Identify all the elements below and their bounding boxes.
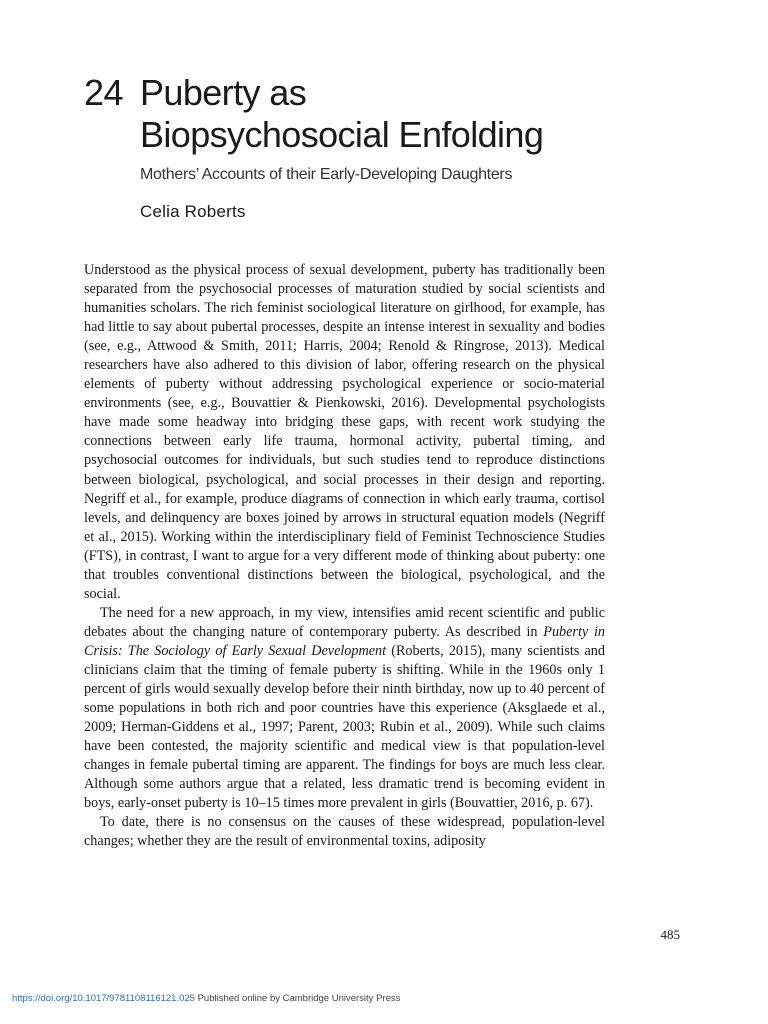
chapter-subtitle: Mothers’ Accounts of their Early-Developing Daughters: [140, 166, 513, 183]
page-number: 485: [660, 927, 680, 942]
chapter-title: Puberty as Biopsychosocial Enfolding: [140, 72, 544, 155]
publisher-note: Published online by Cambridge University Press: [194, 993, 401, 1004]
chapter-body: [84, 261, 605, 851]
paragraph-2: [84, 604, 605, 814]
chapter-title-row: [84, 72, 644, 156]
footer-citation: [12, 993, 400, 1004]
chapter-author: Celia Roberts: [140, 202, 246, 221]
chapter-number: 24: [84, 72, 124, 113]
doi-link[interactable]: https://doi.org/10.1017/9781108116121.025: [12, 993, 195, 1004]
paragraph-2-text-start: The need for a new approach, in my view, intensifies amid recent scientific and public debates about the changing nature of contemporary puberty. As described in: [84, 604, 605, 640]
chapter-heading: [84, 72, 644, 222]
paragraph-2-text-end: (Roberts, 2015), many scientists and clinicians claim that the timing of female puberty is shifting. While in the 1960s only 1 percent of girls would sexually develop before their ninth birthday, now up to 40 percent of some populations in both rich and poor countries have this experience (Aksglaede et al., 2009; Herman-Giddens et al., 1997; Parent, 2003; Rubin et al., 2009). While such claims have been contested, the majority scientific and medical view is that population-level changes in female pubertal timing are apparent. The findings for boys are much less clear. Although some authors argue that a related, less dramatic trend is becoming evident in boys, early-onset puberty is 10–15 times more prevalent in girls (Bouvattier, 2016, p. 67).: [84, 642, 605, 812]
book-title-reference: Puberty in Crisis: The Sociology of Early Sexual Development: [84, 623, 605, 659]
paragraph-1: Understood as the physical process of sexual development, puberty has traditionally been separated from the psychosocial processes of maturation studied by social scientists and humanities scholars. The rich feminist sociological literature on girlhood, for example, has had little to say about pubertal processes, despite an intense interest in sexuality and bodies (see, e.g., Attwood & Smith, 2011; Harris, 2004; Renold & Ringrose, 2013). Medical researchers have also adhered to this division of labor, offering research on the physical elements of puberty without addressing psychological experience or socio-material environments (see, e.g., Bouvattier & Pienkowski, 2016). Developmental psychologists have made some headway into bridging these gaps, with recent work studying the connections between early life trauma, hormonal activity, pubertal timing, and psychosocial outcomes for individuals, but such studies tend to reproduce distinctions between biological, psychological, and social processes in their design and reporting. Negriff et al., for example, produce diagrams of connection in which early trauma, cortisol levels, and delinquency are boxes joined by arrows in structural equation models (Negriff et al., 2015). Working within the interdisciplinary field of Feminist Technoscience Studies (FTS), in contrast, I want to argue for a very different mode of thinking about puberty: one that troubles conventional distinctions between the biological, psychological, and the social.: [84, 262, 605, 602]
paragraph-3: To date, there is no consensus on the causes of these widespread, population-level changes; whether they are the result of environmental toxins, adiposity: [84, 814, 605, 850]
